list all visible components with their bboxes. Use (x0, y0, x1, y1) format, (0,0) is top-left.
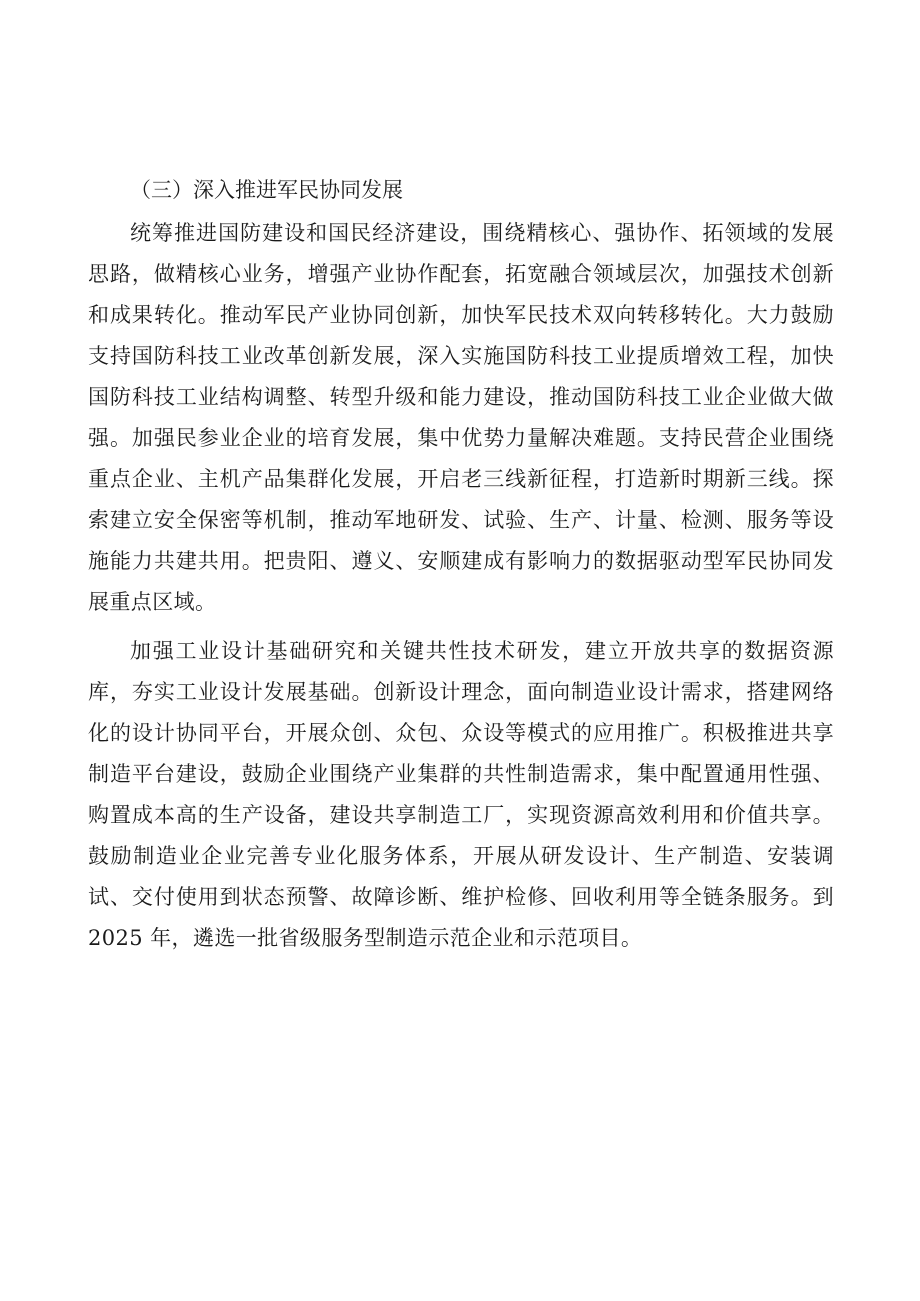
document-body (88, 170, 834, 961)
paragraph-military-civilian-development: 统筹推进国防建设和国民经济建设，围绕精核心、强协作、拓领域的发展思路，做精核心业务，增强产业协作配套，拓宽融合领域层次，加强技术创新和成果转化。推动军民产业协同创新，加快军民技术双向转移转化。大力鼓励支持国防科技工业改革创新发展，深入实施国防科技工业提质增效工程，加快国防科技工业结构调整、转型升级和能力建设，推动国防科技工业企业做大做强。加强民参业企业的培育发展，集中优势力量解决难题。支持民营企业围绕重点企业、主机产品集群化发展，开启老三线新征程，打造新时期新三线。探索建立安全保密等机制，推动军地研发、试验、生产、计量、检测、服务等设施能力共建共用。把贵阳、遵义、安顺建成有影响力的数据驱动型军民协同发展重点区域。 (88, 221, 834, 614)
section-heading: （三）深入推进军民协同发展 (130, 178, 403, 202)
paragraph-industrial-design: 加强工业设计基础研究和关键共性技术研发，建立开放共享的数据资源库，夯实工业设计发展基础。创新设计理念，面向制造业设计需求，搭建网络化的设计协同平台，开展众创、众包、众设等模式的应用推广。积极推进共享制造平台建设，鼓励企业围绕产业集群的共性制造需求，集中配置通用性强、购置成本高的生产设备，建设共享制造工厂，实现资源高效利用和价值共享。鼓励制造业企业完善专业化服务体系，开展从研发设计、生产制造、安装调试、交付使用到状态预警、故障诊断、维护检修、回收利用等全链条服务。到 2025 年，遴选一批省级服务型制造示范企业和示范项目。 (88, 639, 834, 950)
